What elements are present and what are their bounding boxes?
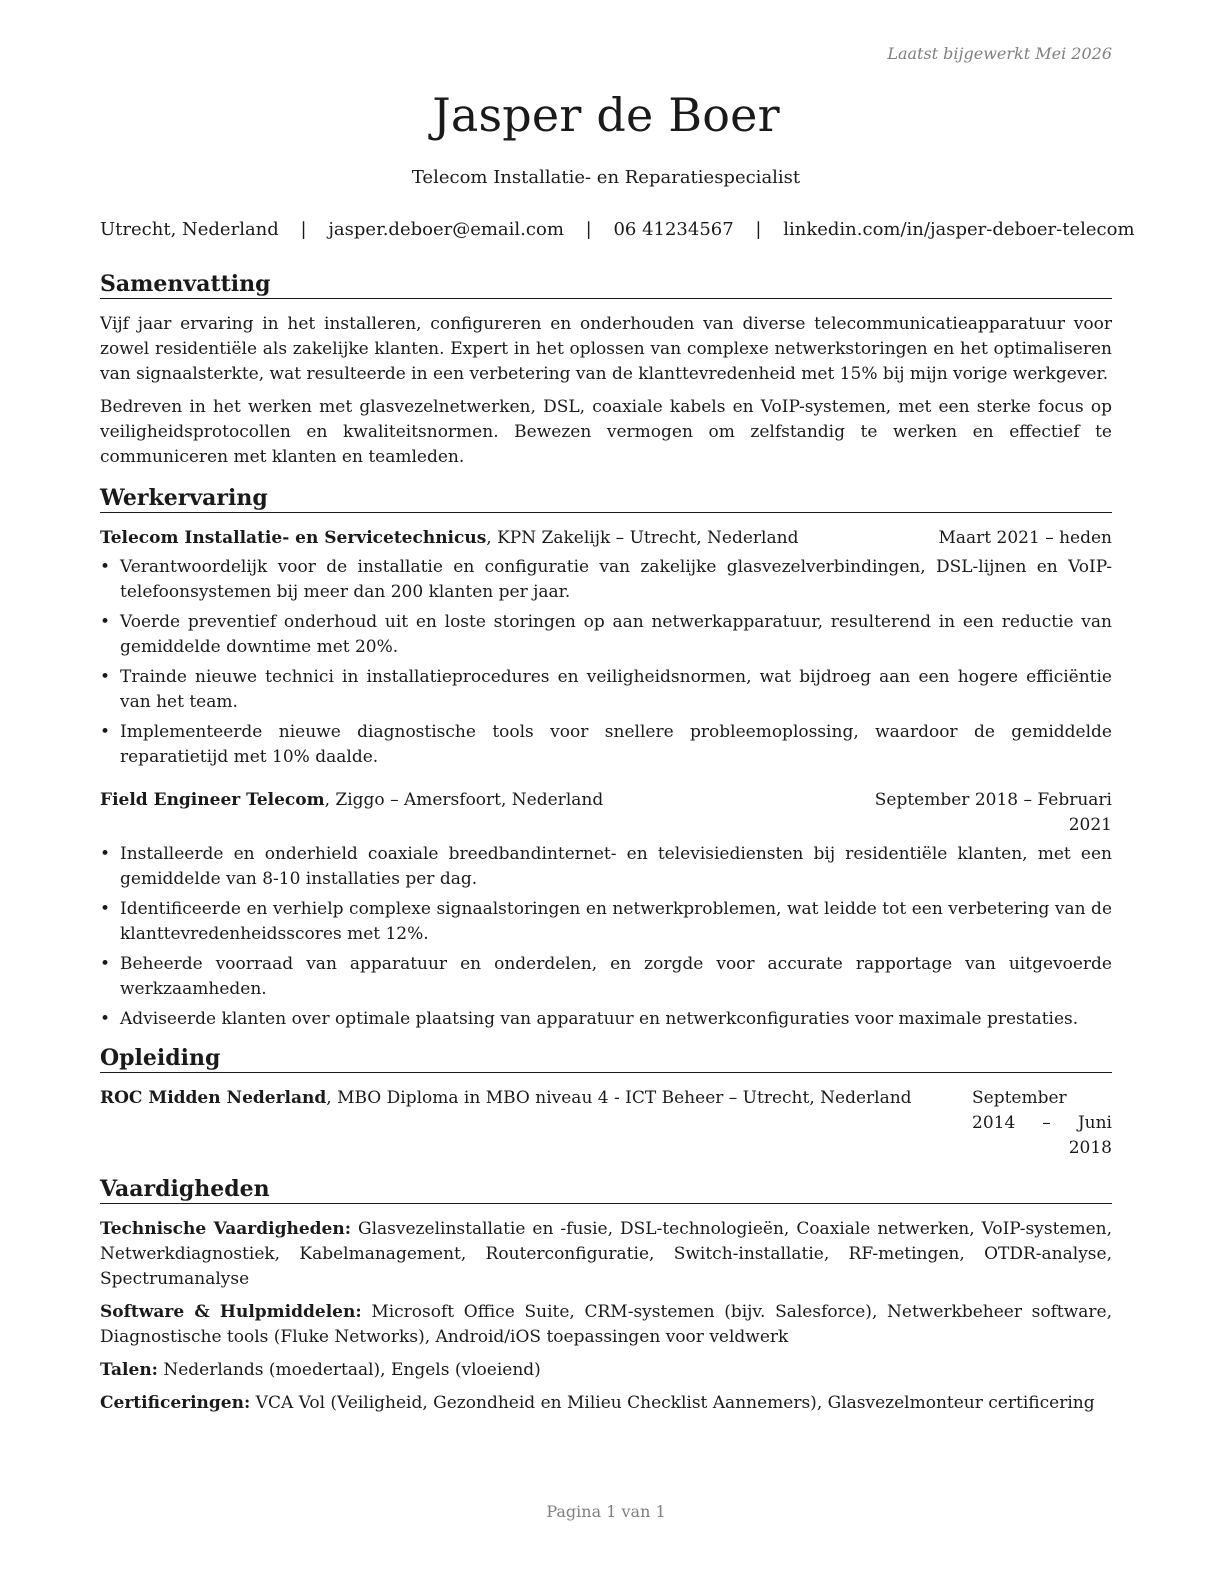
job-role: Telecom Installatie- en Servicetechnicus [100, 528, 487, 548]
list-item [100, 1007, 1112, 1032]
bullet-text: Trainde nieuwe technici in installatieprocedures en veiligheidsnormen, wat bijdroeg aan een hogere efficiëntie van het team. [120, 667, 1112, 712]
contact-separator: | [300, 219, 307, 240]
education-header [100, 1086, 1112, 1161]
bullet-icon: • [100, 954, 111, 974]
skill-label: Certificeringen: [100, 1393, 251, 1413]
job-dates: Maart 2021 – heden [938, 528, 1112, 548]
section-title-summary: Samenvatting [100, 270, 1112, 299]
job-company: , KPN Zakelijk – Utrecht, Nederland [486, 528, 799, 548]
education-school: ROC Midden Nederland [100, 1088, 327, 1108]
education-dates: September 2014 – Juni 2018 [972, 1088, 1112, 1158]
skill-value: Microsoft Office Suite, CRM-systemen (bijv. Salesforce), Netwerkbeheer software, Diagnostische tools (Fluke Networks), Android/iOS toepassingen voor veldwerk [100, 1302, 1112, 1347]
contact-linkedin[interactable]: linkedin.com/in/jasper-deboer-telecom [783, 219, 1135, 240]
bullet-text: Voerde preventief onderhoud uit en loste storingen op aan netwerkapparatuur, resulterend in een reductie van gemiddelde downtime met 20%. [120, 612, 1112, 657]
contact-email[interactable]: jasper.deboer@email.com [328, 219, 564, 240]
bullet-text: Verantwoordelijk voor de installatie en configuratie van zakelijke glasvezelverbindingen, DSL-lijnen en VoIP-telefoonsystemen bij meer dan 200 klanten per jaar. [120, 557, 1112, 602]
job-bullets [100, 555, 1112, 770]
bullet-text: Beheerde voorraad van apparatuur en onderdelen, en zorgde voor accurate rapportage van uitgevoerde werkzaamheden. [120, 954, 1112, 999]
skill-line [100, 1217, 1112, 1292]
section-education [100, 1044, 1112, 1161]
skill-line [100, 1358, 1112, 1383]
skill-value: VCA Vol (Veiligheid, Gezondheid en Milieu Checklist Aannemers), Glasvezelmonteur certificering [255, 1393, 1095, 1413]
section-summary [100, 270, 1112, 470]
bullet-text: Installeerde en onderhield coaxiale breedbandinternet- en televisiediensten bij residentiële klanten, met een gemiddelde van 8-10 installaties per dag. [120, 844, 1112, 889]
bullet-icon: • [100, 722, 111, 742]
job-header [100, 788, 1112, 838]
bullet-text: Adviseerde klanten over optimale plaatsing van apparatuur en netwerkconfiguraties voor maximale prestaties. [120, 1009, 1079, 1029]
section-title-education: Opleiding [100, 1044, 1112, 1073]
education-body [100, 1086, 1112, 1161]
list-item [100, 555, 1112, 605]
skill-label: Software & Hulpmiddelen: [100, 1302, 362, 1322]
contact-separator: | [755, 219, 762, 240]
skill-line [100, 1300, 1112, 1350]
job-company: , Ziggo – Amersfoort, Nederland [324, 790, 604, 810]
section-skills [100, 1175, 1112, 1416]
skill-value: Nederlands (moedertaal), Engels (vloeiend) [163, 1360, 541, 1380]
skill-line [100, 1391, 1112, 1416]
resume-content [100, 270, 1112, 1424]
bullet-icon: • [100, 1009, 111, 1029]
list-item [100, 720, 1112, 770]
summary-paragraph: Bedreven in het werken met glasvezelnetwerken, DSL, coaxiale kabels en VoIP-systemen, met een sterke focus op veiligheidsprotocollen en kwaliteitsnormen. Bewezen vermogen om zelfstandig te werken en effectief te communiceren met klanten en teamleden. [100, 397, 1112, 467]
education-details: , MBO Diploma in MBO niveau 4 - ICT Beheer – Utrecht, Nederland [326, 1088, 912, 1108]
summary-paragraph: Vijf jaar ervaring in het installeren, configureren en onderhouden van diverse telecommunicatieapparatuur voor zowel residentiële als zakelijke klanten. Expert in het oplossen van complexe netwerkstoringen en het optimaliseren van signaalsterkte, wat resulteerde in een verbetering van de klanttevredenheid met 15% bij mijn vorige werkgever. [100, 314, 1112, 384]
job-header [100, 526, 1112, 551]
education-title-line [100, 1086, 972, 1111]
skill-label: Technische Vaardigheden: [100, 1219, 352, 1239]
last-updated: Laatst bijgewerkt Mei 2026 [887, 44, 1112, 63]
contact-separator: | [585, 219, 592, 240]
skills-body [100, 1217, 1112, 1416]
bullet-icon: • [100, 899, 111, 919]
bullet-icon: • [100, 667, 111, 687]
candidate-headline: Telecom Installatie- en Reparatiespecialist [411, 167, 801, 188]
section-title-experience: Werkervaring [100, 484, 1112, 513]
skill-value: Glasvezelinstallatie en -fusie, DSL-technologieën, Coaxiale netwerken, VoIP-systemen, Netwerkdiagnostiek, Kabelmanagement, Routerconfiguratie, Switch-installatie, RF-metingen, OTDR-analyse, Spectrumanalyse [100, 1219, 1113, 1289]
experience-body [100, 526, 1112, 1032]
skill-label: Talen: [100, 1360, 158, 1380]
summary-body [100, 312, 1112, 470]
bullet-icon: • [100, 844, 111, 864]
job-bullets [100, 842, 1112, 1032]
list-item [100, 665, 1112, 715]
contact-location: Utrecht, Nederland [100, 219, 279, 240]
contact-phone[interactable]: 06 41234567 [613, 219, 734, 240]
resume-page [100, 0, 1135, 1584]
bullet-icon: • [100, 612, 111, 632]
bullet-icon: • [100, 557, 111, 577]
job-dates: September 2018 – Februari 2021 [874, 790, 1112, 835]
list-item [100, 897, 1112, 947]
candidate-name: Jasper de Boer [432, 88, 780, 142]
bullet-text: Identificeerde en verhielp complexe signaalstoringen en netwerkproblemen, wat leidde tot een verbetering van de klanttevredenheidsscores met 12%. [120, 899, 1112, 944]
contact-line [100, 219, 1135, 240]
section-experience [100, 484, 1112, 1032]
bullet-text: Implementeerde nieuwe diagnostische tools voor snellere probleemoplossing, waardoor de gemiddelde reparatietijd met 10% daalde. [120, 722, 1112, 767]
list-item [100, 610, 1112, 660]
section-title-skills: Vaardigheden [100, 1175, 1112, 1204]
job-title-line [100, 788, 872, 813]
list-item [100, 952, 1112, 1002]
page-number: Pagina 1 van 1 [546, 1502, 666, 1521]
job-title-line [100, 526, 938, 551]
job-role: Field Engineer Telecom [100, 790, 325, 810]
list-item [100, 842, 1112, 892]
